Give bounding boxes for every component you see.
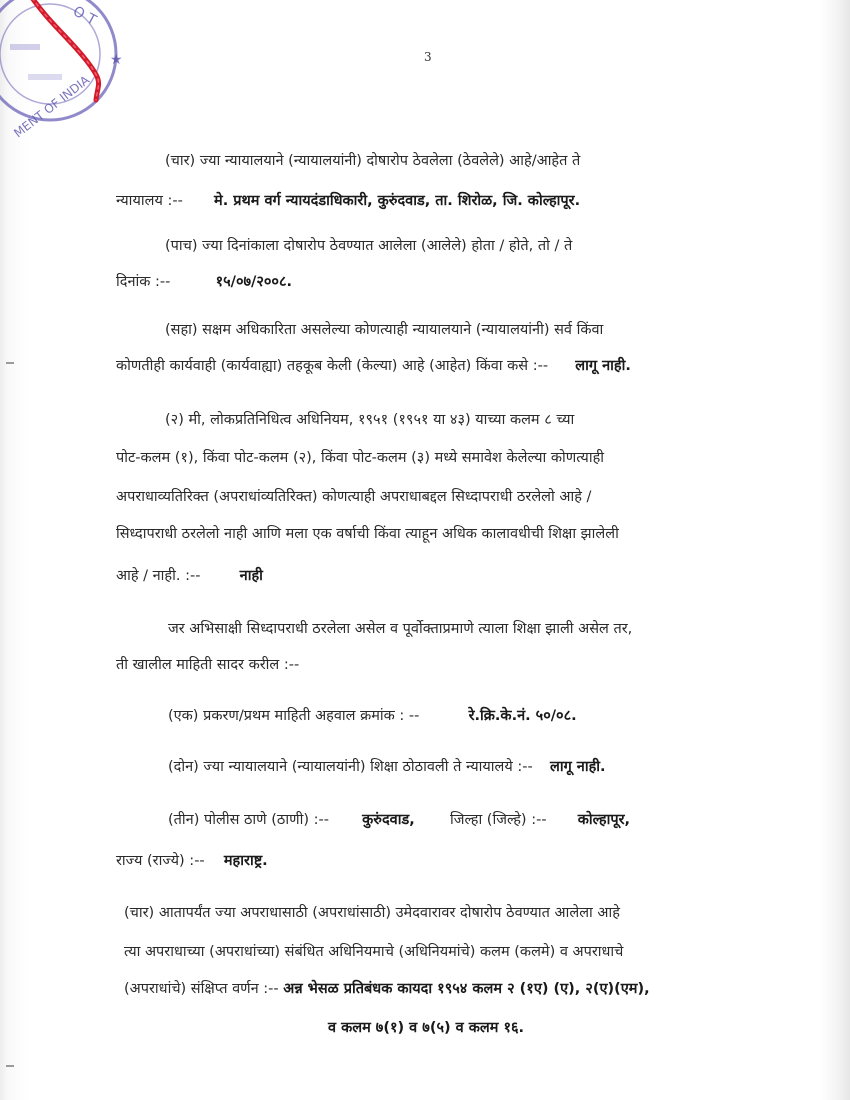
para-sentencing-court-line <box>168 757 606 777</box>
date-label: दिनांक :-- <box>116 274 171 290</box>
offence-value: अन्न भेसळ प्रतिबंधक कायदा १९५४ कलम २ (१ए) (ए), २(ए)(एम), <box>283 981 650 997</box>
margin-mark <box>6 362 14 364</box>
official-seal-stamp <box>0 0 138 157</box>
para-info-line1: जर अभिसाक्षी सिध्दापराधी ठरलेला असेल व पूर्वोक्ताप्रमाणे त्याला शिक्षा झाली असेल तर, <box>168 621 633 637</box>
para-offence-line1: (चार) आतापर्यंत ज्या अपराधासाठी (अपराधांसाठी) उमेदवारावर दोषारोप ठेवण्यात आलेला आहे <box>124 905 620 921</box>
sentencing-court-value: लागू नाही. <box>549 759 606 775</box>
conviction-text: आहे / नाही. :-- <box>116 568 201 584</box>
para-conviction-line3: अपराधाव्यतिरिक्त (अपराधांव्यतिरिक्त) कोणत्याही अपराधाबद्दल सिध्दापराधी ठरलेलो आहे / <box>116 489 592 505</box>
para-stay-line1: (सहा) सक्षम अधिकारिता असलेल्या कोणत्याही न्यायालयाने (न्यायालयांनी) सर्व किंवा <box>165 322 604 338</box>
para-court-line2 <box>116 191 580 211</box>
stay-value: लागू नाही. <box>575 358 631 374</box>
para-info-line2: ती खालील माहिती सादर करील :-- <box>116 657 300 673</box>
page-number: 3 <box>424 50 432 64</box>
para-court-line1: (चार) ज्या न्यायालयाने (न्यायालयांनी) दोषारोप ठेवलेला (ठेवलेले) आहे/आहेत ते <box>165 153 581 169</box>
para-conviction-line5 <box>116 566 263 586</box>
para-date-line1: (पाच) ज्या दिनांकाला दोषारोप ठेवण्यात आलेला (आलेले) होता / होते, तो / ते <box>165 238 573 254</box>
conviction-value: नाही <box>239 568 263 584</box>
stamp-text-top: O T <box>70 3 99 29</box>
court-label: न्यायालय :-- <box>116 193 183 209</box>
para-police-line1 <box>168 810 630 830</box>
sentencing-court-label: (दोन) ज्या न्यायालयाने (न्यायालयांनी) शिक्षा ठोठावली ते न्यायालये :-- <box>168 759 533 775</box>
district-value: कोल्हापूर, <box>577 812 631 828</box>
police-station-value: कुरुंदवाड, <box>362 812 415 828</box>
para-offence-line2: त्या अपराधाच्या (अपराधांच्या) संबंधित अधिनियमाचे (अधिनियमांचे) कलम (कलमे) व अपराधाचे <box>124 944 624 960</box>
para-offence-line4: व कलम ७(१) व ७(५) व कलम १६. <box>328 1020 525 1036</box>
district-label: जिल्हा (जिल्हे) :-- <box>449 812 547 828</box>
date-value: १५/०७/२००८. <box>215 274 292 290</box>
para-case-line <box>168 706 577 726</box>
police-station-label: (तीन) पोलीस ठाणे (ठाणी) :-- <box>168 812 329 828</box>
para-date-line2 <box>116 272 292 292</box>
para-conviction-line1: (२) मी, लोकप्रतिनिधित्व अधिनियम, १९५१ (१९५१ या ४३) याच्या कलम ८ च्या <box>165 412 575 428</box>
state-label: राज्य (राज्ये) :-- <box>116 853 205 869</box>
stamp-text-bottom: MENT OF INDIA <box>11 72 93 141</box>
margin-mark-bottom <box>6 1065 14 1067</box>
para-offence-line3 <box>124 979 650 999</box>
para-conviction-line2: पोट-कलम (१), किंवा पोट-कलम (२), किंवा पोट-कलम (३) मध्ये समावेश केलेल्या कोणत्याही <box>116 450 605 466</box>
case-label: (एक) प्रकरण/प्रथम माहिती अहवाल क्रमांक : -- <box>168 708 420 724</box>
offence-label: (अपराधांचे) संक्षिप्त वर्णन :-- <box>124 981 279 997</box>
case-value: रे.क्रि.के.नं. ५०/०८. <box>468 708 577 724</box>
stay-text: कोणतीही कार्यवाही (कार्यवाह्या) तहकूब केली (केल्या) आहे (आहेत) किंवा कसे :-- <box>116 358 549 374</box>
star-icon: ★ <box>110 52 123 68</box>
court-value: मे. प्रथम वर्ग न्यायदंडाधिकारी, कुरुंदवाड, ता. शिरोळ, जि. कोल्हापूर. <box>214 193 581 209</box>
para-stay-line2 <box>116 356 631 376</box>
para-conviction-line4: सिध्दापराधी ठरलेलो नाही आणि मला एक वर्षाची किंवा त्याहून अधिक कालावधीची शिक्षा झालेली <box>116 526 619 542</box>
para-police-line2 <box>116 851 268 871</box>
state-value: महाराष्ट्र. <box>223 853 268 869</box>
